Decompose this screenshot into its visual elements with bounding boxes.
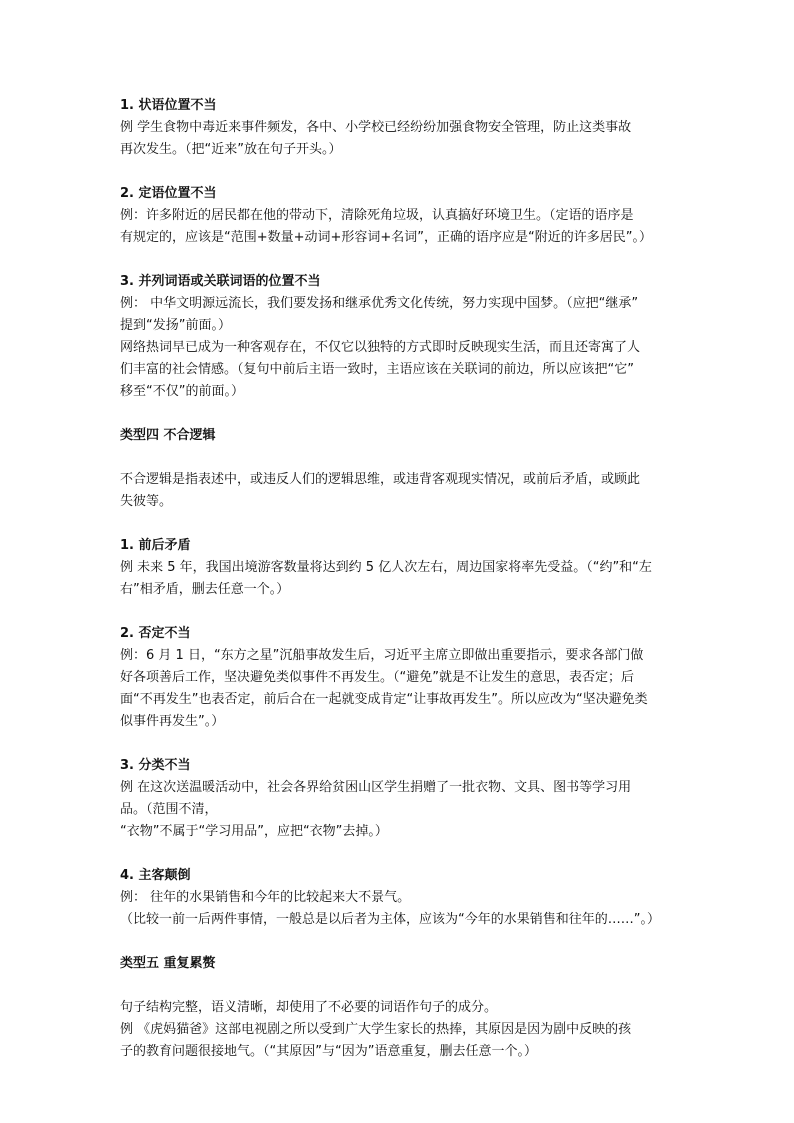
example-line: 面“不再发生”也表否定，前后合在一起就变成肯定“让事故再发生”。所以应改为“坚决避免类 — [120, 692, 648, 707]
example-line: 例： 往年的水果销售和今年的比较起来大不景气。 — [120, 890, 411, 905]
example-line: 们丰富的社会情感。（复句中前后主语一致时，主语应该在关联词的前边，所以应该把“它” — [120, 362, 634, 377]
example-line: 品。（范围不清， — [120, 802, 218, 817]
example-line: 例：6 月 1 日，“东方之星”沉船事故发生后，习近平主席立即做出重要指示，要求各部门做 — [120, 648, 644, 663]
example-line: 似事件再发生”。） — [120, 714, 225, 729]
example-line: 例 在这次送温暖活动中，社会各界给贫困山区学生捐赠了一批衣物、文具、图书等学习用 — [120, 780, 632, 795]
intro-line: 失彼等。 — [120, 494, 173, 509]
section-subject-object — [120, 865, 685, 931]
section-heading: 3. 并列词语或关联词语的位置不当 — [120, 274, 321, 289]
example-line: 好各项善后工作，坚决避免类似事件不再发生。（“避免”就是不让发生的意思，表否定；后 — [120, 670, 634, 685]
intro-line: 不合逻辑是指表述中，或违反人们的逻辑思维，或违背客观现实情况，或前后矛盾，或顾此 — [120, 472, 641, 487]
type-title: 类型五 重复累赘 — [120, 956, 216, 971]
example-line: 子的教育问题很接地气。（“其原因”与“因为”语意重复，删去任意一个。） — [120, 1044, 537, 1059]
section-classification — [120, 755, 685, 843]
example-line: 网络热词早已成为一种客观存在，不仅它以独特的方式即时反映现实生活，而且还寄寓了人 — [120, 340, 641, 355]
section-attributive-position — [120, 183, 685, 249]
example-line: 例： 中华文明源远流长，我们要发扬和继承优秀文化传统，努力实现中国梦。（应把“继承” — [120, 296, 639, 311]
example-line: 提到“发扬”前面。） — [120, 318, 231, 333]
example-line: 再次发生。（把“近来”放在句子开头。） — [120, 142, 342, 157]
document-page — [120, 95, 685, 1063]
intro-line: 句子结构完整，语义清晰，却使用了不必要的词语作句子的成分。 — [120, 1000, 498, 1015]
type-five-block — [120, 953, 685, 1063]
section-negation — [120, 623, 685, 733]
section-heading: 1. 前后矛盾 — [120, 538, 191, 553]
section-parallel-position — [120, 271, 685, 403]
example-line: “衣物”不属于“学习用品”，应把“衣物”去掉。） — [120, 824, 388, 839]
section-heading: 2. 定语位置不当 — [120, 186, 217, 201]
example-line: 例：许多附近的居民都在他的带动下，清除死角垃圾，认真搞好环境卫生。（定语的语序是 — [120, 208, 634, 223]
section-adverbial-position — [120, 95, 685, 161]
example-line: 例 《虎妈猫爸》这部电视剧之所以受到广大学生家长的热捧，其原因是因为剧中反映的孩 — [120, 1022, 632, 1037]
example-line: 移至“不仅”的前面。） — [120, 384, 244, 399]
example-line: （比较一前一后两件事情，一般总是以后者为主体，应该为“今年的水果销售和往年的……”。） — [120, 912, 660, 927]
section-heading: 1. 状语位置不当 — [120, 98, 217, 113]
example-line: 右”相矛盾，删去任意一个。） — [120, 582, 290, 597]
example-line: 例 未来 5 年，我国出境游客数量将达到约 5 亿人次左右，周边国家将率先受益。（“约”和“左 — [120, 560, 652, 575]
section-heading: 2. 否定不当 — [120, 626, 191, 641]
type-title: 类型四 不合逻辑 — [120, 428, 216, 443]
example-line: 例 学生食物中毒近来事件频发，各中、小学校已经纷纷加强食物安全管理，防止这类事故 — [120, 120, 632, 135]
example-line: 有规定的，应该是“范围+数量+动词+形容词+名词”，正确的语序应是“附近的许多居民”。） — [120, 230, 653, 245]
section-heading: 3. 分类不当 — [120, 758, 191, 773]
type-four-block — [120, 425, 685, 513]
section-contradiction — [120, 535, 685, 601]
section-heading: 4. 主客颠倒 — [120, 868, 191, 883]
